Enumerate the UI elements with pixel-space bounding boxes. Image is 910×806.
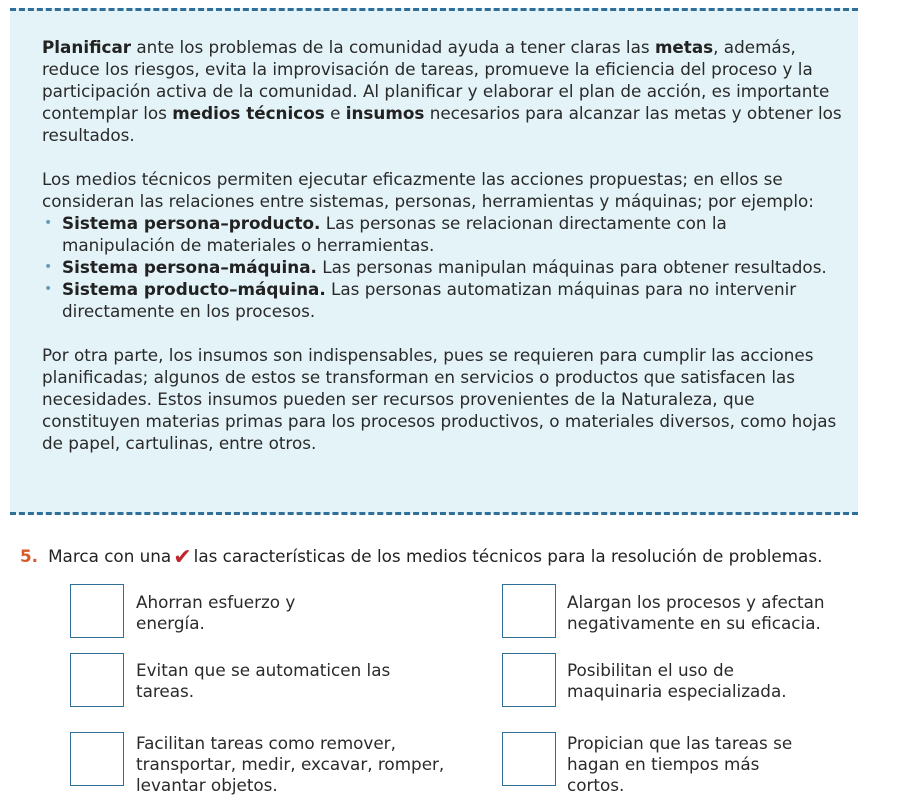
top-dashed-divider: [10, 8, 858, 11]
option-ahorran-esfuerzo: Ahorran esfuerzo y energía.: [136, 592, 296, 633]
checkbox-propician-tiempos[interactable]: [502, 732, 556, 786]
option-posibilitan-maquinaria: Posibilitan el uso de maquinaria especializada.: [567, 660, 787, 701]
option-evitan-automatizacion: Evitan que se automaticen las tareas.: [136, 660, 391, 701]
checkbox-evitan-automatizacion[interactable]: [70, 653, 124, 707]
paragraph-technical-means: Los medios técnicos permiten ejecutar eficazmente las acciones propuestas; en ellos se consideran las relaciones entre sistemas, personas, herramientas y máquinas; por ejemplo:: [42, 169, 814, 211]
question-text-end: las características de los medios técnicos para la resolución de problemas.: [193, 546, 823, 566]
term-metas: metas: [654, 37, 714, 57]
paragraph-inputs: Por otra parte, los insumos son indispensables, pues se requieren para cumplir las acciones planificadas; algunos de estos se transforman en servicios o productos que satisfacen las necesidades. Estos insumos pueden ser recursos provenientes de la Naturaleza, que constituyen materias primas para los procesos productivos, o materiales diversos, como hojas de papel, cartulinas, entre otros.: [42, 345, 837, 453]
term-planificar: Planificar: [42, 37, 132, 57]
term-medios-tecnicos: medios técnicos: [172, 103, 325, 123]
question-5: [20, 545, 900, 569]
list-item: • Sistema persona–producto. Las personas se relacionan directamente con la manipulación de materiales o herramientas.: [42, 212, 842, 256]
option-alargan-procesos: Alargan los procesos y afectan negativamente en su eficacia.: [567, 592, 825, 633]
checkbox-ahorran-esfuerzo[interactable]: [70, 584, 124, 638]
option-facilitan-tareas: Facilitan tareas como remover, transportar, medir, excavar, romper, levantar objetos.: [136, 733, 445, 795]
checkmark-icon: ✔: [173, 545, 192, 570]
question-text-start: Marca con una: [48, 546, 172, 566]
checkbox-facilitan-tareas[interactable]: [70, 732, 124, 786]
question-number: 5.: [20, 546, 39, 566]
systems-list: [42, 212, 842, 322]
paragraph-planning: Planificar ante los problemas de la comunidad ayuda a tener claras las metas, además, reduce los riesgos, evita la improvisación de tareas, promueve la eficiencia del proceso y la participación activa de la comunidad. Al planificar y elaborar el plan de acción, es importante contemplar los medios técnicos e insumos necesarios para alcanzar las metas y obtener los resultados.: [42, 37, 842, 145]
option-propician-tiempos: Propician que las tareas se hagan en tiempos más cortos.: [567, 733, 793, 795]
info-text: [42, 36, 842, 476]
term-insumos: insumos: [345, 103, 425, 123]
checkbox-alargan-procesos[interactable]: [502, 584, 556, 638]
bottom-dashed-divider: [10, 512, 858, 515]
checkbox-posibilitan-maquinaria[interactable]: [502, 653, 556, 707]
list-item: • Sistema producto–máquina. Las personas automatizan máquinas para no intervenir directamente en los procesos.: [42, 278, 842, 322]
list-item: • Sistema persona–máquina. Las personas manipulan máquinas para obtener resultados.: [42, 256, 842, 278]
